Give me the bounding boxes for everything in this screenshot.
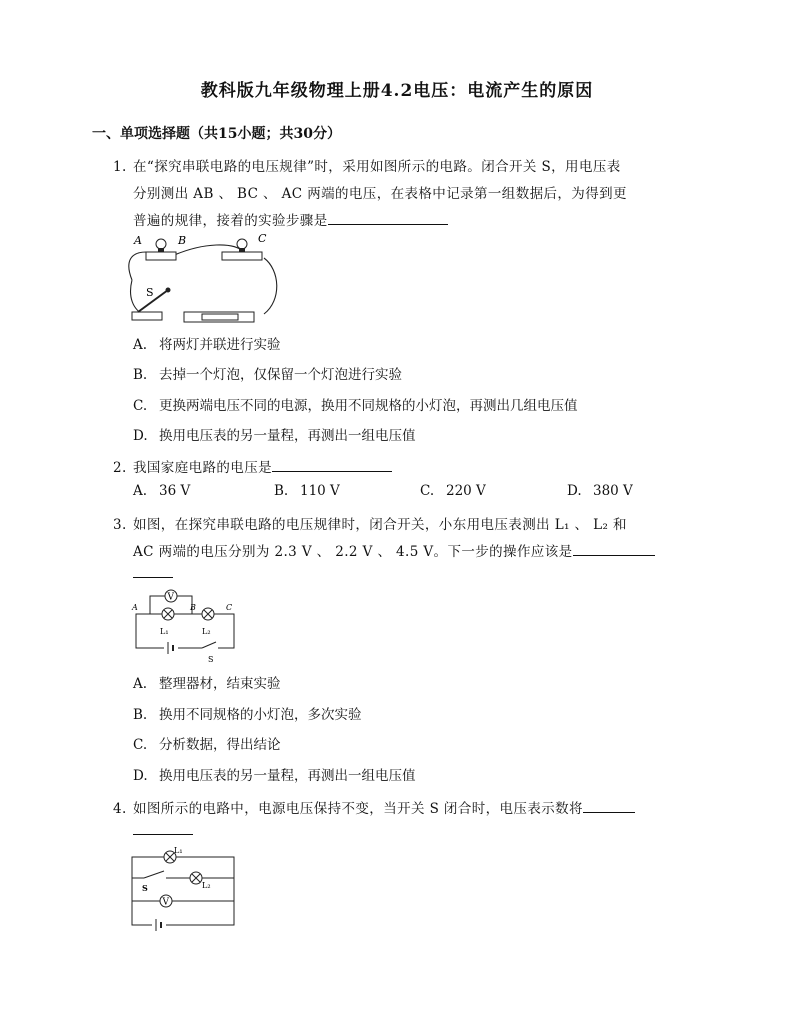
q1-text-1: 在“探究串联电路的电压规律”时，采用如图所示的电路。闭合开关 S，用电压表 bbox=[133, 159, 621, 175]
q2-option-d-label: D. bbox=[567, 483, 582, 499]
q1-option-d-label: D. bbox=[133, 428, 148, 444]
q4-fig-label-s: S bbox=[142, 883, 148, 893]
q3-number: 3. bbox=[113, 517, 127, 533]
q2-option-a[interactable] bbox=[133, 483, 190, 499]
q3-answer-blank[interactable] bbox=[573, 542, 655, 556]
q3-fig-label-l2: L₂ bbox=[202, 627, 211, 636]
q3-option-d-text: 换用电压表的另一量程，再测出一组电压值 bbox=[159, 768, 416, 784]
q3-fig-label-c: C bbox=[226, 603, 233, 612]
q1-fig-label-c: C bbox=[258, 232, 267, 245]
q1-answer-blank[interactable] bbox=[328, 211, 448, 225]
q4-fig-label-l2: L₂ bbox=[202, 881, 211, 890]
q1-option-c-label: C. bbox=[133, 398, 148, 414]
q1-option-a-text: 将两灯并联进行实验 bbox=[159, 337, 281, 353]
q1-option-d[interactable] bbox=[133, 424, 416, 444]
q1-line3 bbox=[133, 209, 448, 229]
q2-number: 2. bbox=[113, 460, 127, 476]
q2-option-c-text: 220 V bbox=[446, 483, 486, 499]
q1-option-c-text: 更换两端电压不同的电源，换用不同规格的小灯泡，再测出几组电压值 bbox=[159, 398, 578, 414]
q3-answer-blank-continued[interactable] bbox=[133, 564, 173, 578]
q1-option-d-text: 换用电压表的另一量程，再测出一组电压值 bbox=[159, 428, 416, 444]
q3-text-2: AC 两端的电压分别为 2.3 V 、 2.2 V 、 4.5 V。下一步的操作应该是 bbox=[133, 544, 573, 560]
q1-option-a-label: A. bbox=[133, 337, 148, 353]
q1-option-b-label: B. bbox=[133, 367, 148, 383]
q3-option-d-label: D. bbox=[133, 768, 148, 784]
q2-option-a-text: 36 V bbox=[159, 483, 191, 499]
q3-option-b-label: B. bbox=[133, 707, 148, 723]
q3-line1 bbox=[113, 513, 627, 533]
q2-line bbox=[113, 456, 392, 476]
q4-text-1: 如图所示的电路中，电源电压保持不变，当开关 S 闭合时，电压表示数将 bbox=[133, 801, 583, 817]
q3-fig-label-s: S bbox=[208, 655, 214, 664]
q3-fig-label-v: V bbox=[167, 592, 174, 603]
q1-text-2: 分别测出 AB 、 BC 、 AC 两端的电压，在表格中记录第一组数据后，为得到更 bbox=[133, 186, 627, 202]
q3-line2 bbox=[133, 540, 655, 560]
q1-option-a[interactable] bbox=[133, 333, 281, 353]
q3-option-d[interactable] bbox=[133, 764, 416, 784]
q4-answer-blank-continued[interactable] bbox=[133, 821, 193, 835]
q4-fig-label-l1: L₁ bbox=[174, 846, 183, 855]
q2-option-b-label: B. bbox=[274, 483, 289, 499]
q4-answer-blank[interactable] bbox=[583, 799, 635, 813]
q1-option-b[interactable] bbox=[133, 363, 402, 383]
q1-text-3: 普遍的规律，接着的实验步骤是 bbox=[133, 213, 328, 229]
page-title: 教科版九年级物理上册4.2电压：电流产生的原因 bbox=[200, 81, 594, 101]
q3-fig-label-b: B bbox=[190, 603, 196, 612]
q3-option-c[interactable] bbox=[133, 733, 281, 753]
q1-option-c[interactable] bbox=[133, 394, 578, 414]
q1-fig-label-b: B bbox=[178, 234, 187, 247]
q1-circuit-figure bbox=[124, 230, 284, 328]
q1-line1 bbox=[113, 155, 621, 175]
q2-answer-blank[interactable] bbox=[272, 458, 392, 472]
q2-option-c-label: C. bbox=[420, 483, 435, 499]
q2-option-d[interactable] bbox=[567, 483, 633, 499]
q3-text-1: 如图，在探究串联电路的电压规律时，闭合开关，小东用电压表测出 L₁ 、 L₂ 和 bbox=[133, 517, 627, 533]
q3-option-b[interactable] bbox=[133, 703, 362, 723]
q4-number: 4. bbox=[113, 801, 127, 817]
q1-option-b-text: 去掉一个灯泡，仅保留一个灯泡进行实验 bbox=[159, 367, 402, 383]
q1-fig-label-a: A bbox=[134, 234, 142, 247]
q1-fig-label-s: S bbox=[146, 286, 154, 299]
q4-circuit-figure bbox=[126, 845, 241, 933]
q3-option-c-text: 分析数据，得出结论 bbox=[159, 737, 281, 753]
q1-number: 1. bbox=[113, 159, 127, 175]
q2-option-d-text: 380 V bbox=[593, 483, 633, 499]
q2-option-b-text: 110 V bbox=[300, 483, 340, 499]
q3-fig-label-l1: L₁ bbox=[160, 627, 169, 636]
q3-circuit-figure bbox=[130, 586, 245, 664]
q2-text: 我国家庭电路的电压是 bbox=[133, 460, 272, 476]
q3-fig-label-a: A bbox=[132, 603, 138, 612]
q3-option-a-text: 整理器材，结束实验 bbox=[159, 676, 281, 692]
q4-fig-label-v: V bbox=[162, 897, 169, 908]
section-heading: 一、单项选择题（共15小题；共30分） bbox=[92, 126, 341, 142]
q3-option-b-text: 换用不同规格的小灯泡，多次实验 bbox=[159, 707, 362, 723]
q2-option-b[interactable] bbox=[274, 483, 340, 499]
q2-option-c[interactable] bbox=[420, 483, 486, 499]
q2-option-a-label: A. bbox=[133, 483, 148, 499]
q4-line1 bbox=[113, 797, 635, 817]
q3-option-a-label: A. bbox=[133, 676, 148, 692]
q3-option-c-label: C. bbox=[133, 737, 148, 753]
q3-option-a[interactable] bbox=[133, 672, 281, 692]
